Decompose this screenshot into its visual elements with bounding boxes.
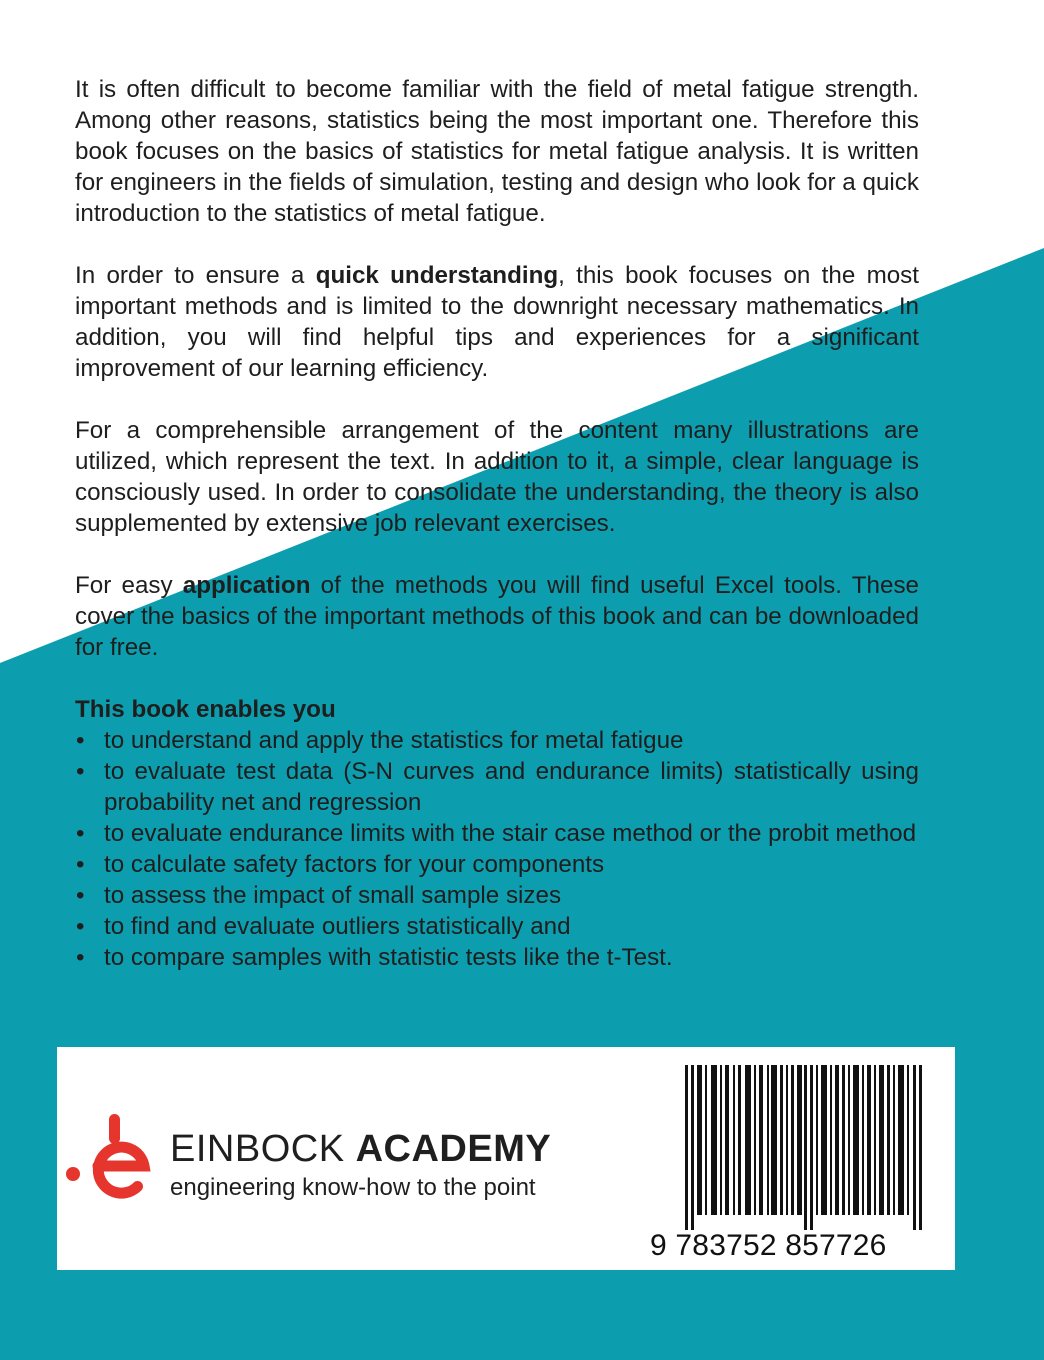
list-item: • to evaluate endurance limits with the stair case method or the probit method — [75, 818, 919, 849]
list-item: • to find and evaluate outliers statistically and — [75, 911, 919, 942]
paragraph-4 — [75, 570, 919, 663]
list-item: • to evaluate test data (S-N curves and endurance limits) statistically using probability net and regression — [75, 756, 919, 818]
feature-list — [75, 725, 919, 973]
list-item: • to calculate safety factors for your components — [75, 849, 919, 880]
paragraph-4-start: For easy — [75, 572, 183, 599]
paragraph-3: For a comprehensible arrangement of the content many illustrations are utilized, which represent the text. In addition to it, a simple, clear language is consciously used. In order to consolidate the understanding, the theory is also supplemented by extensive job relevant exercises. — [75, 417, 919, 537]
publisher-name-bold: ACADEMY — [355, 1128, 552, 1170]
back-cover-text — [75, 74, 919, 973]
publisher-panel — [57, 1047, 955, 1270]
paragraph-4-end: of the methods you will find useful Excel tools. These cover the basics of the important methods of this book and can be downloaded for free. — [75, 572, 919, 661]
isbn-number: 9 783752 857726 — [650, 1229, 887, 1262]
publisher-name-regular: EINBOCK — [170, 1128, 356, 1170]
paragraph-2-end: , this book focuses on the most important methods and is limited to the downright necessary mathematics. In addition, you will find helpful tips and experiences for a significant improvement of our learning efficiency. — [75, 262, 919, 382]
list-heading: This book enables you — [75, 696, 336, 723]
paragraph-1: It is often difficult to become familiar with the field of metal fatigue strength. Among other reasons, statistics being the most important one. Therefore this book focuses on the basics of statistics for metal fatigue analysis. It is written for engineers in the fields of simulation, testing and design who look for a quick introduction to the statistics of metal fatigue. — [75, 76, 919, 227]
paragraph-4-emphasis: application — [182, 572, 311, 599]
list-item: • to assess the impact of small sample sizes — [75, 880, 919, 911]
barcode-bars-icon — [685, 1065, 928, 1230]
list-item: • to compare samples with statistic tests like the t-Test. — [75, 942, 919, 973]
publisher-tagline: engineering know-how to the point — [170, 1174, 536, 1201]
einbock-e-logo-icon — [61, 1114, 153, 1210]
list-item: • to understand and apply the statistics for metal fatigue — [75, 725, 919, 756]
publisher-name — [170, 1127, 551, 1171]
paragraph-2 — [75, 260, 919, 384]
isbn-barcode — [650, 1065, 928, 1265]
paragraph-2-start: In order to ensure a — [75, 262, 316, 289]
paragraph-2-emphasis: quick understanding — [315, 262, 559, 289]
